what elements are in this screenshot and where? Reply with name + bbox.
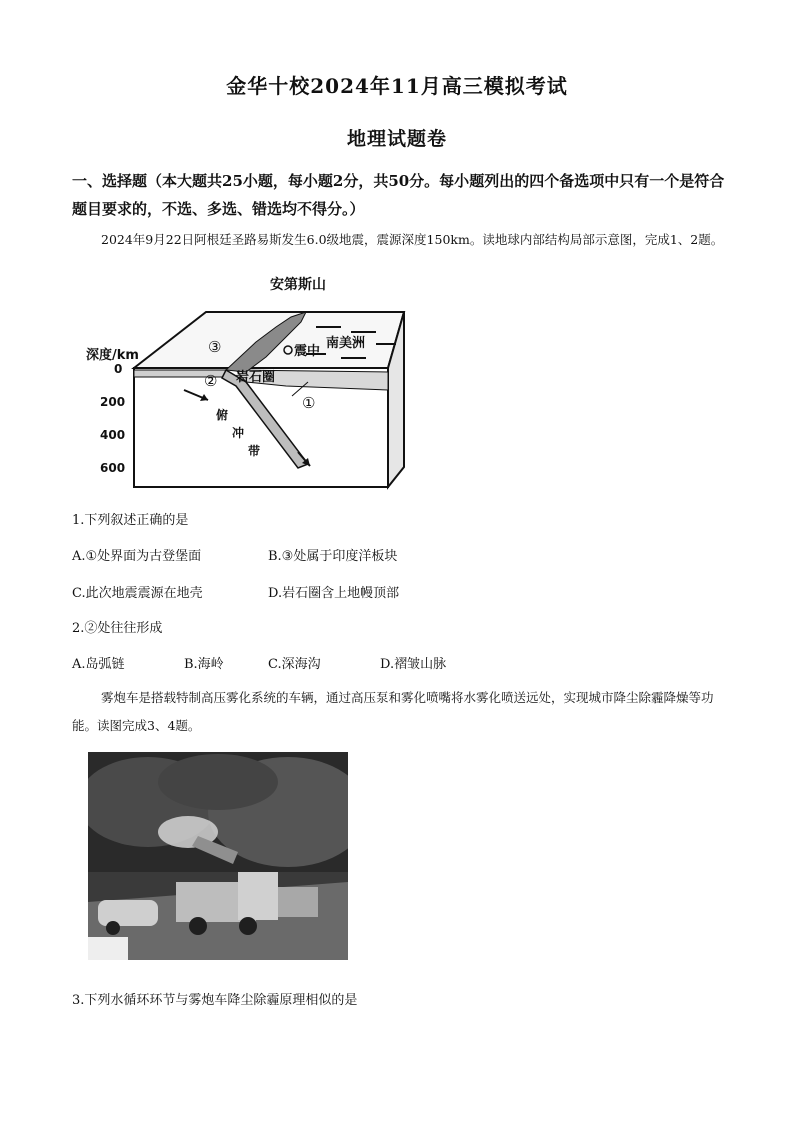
marker-1: ①: [302, 394, 316, 412]
question-1-stem: 1.下列叙述正确的是: [72, 513, 189, 528]
earth-structure-diagram: [86, 277, 408, 490]
marker-3: ③: [208, 338, 222, 356]
label-depth: 深度/km: [86, 348, 139, 363]
question-2-option-a[interactable]: A.岛弧链: [72, 657, 125, 672]
label-subduction-3: 带: [248, 444, 261, 458]
question-1-option-b[interactable]: B.③处属于印度洋板块: [268, 549, 398, 564]
label-epicenter: 震中: [294, 344, 321, 359]
label-continent: 南美洲: [326, 336, 366, 351]
depth-tick-400: 400: [100, 428, 126, 442]
question-1-option-a[interactable]: A.①处界面为古登堡面: [72, 549, 202, 564]
label-subduction-1: 俯: [216, 408, 229, 422]
question-2-option-b[interactable]: B.海岭: [184, 657, 224, 672]
question-1-option-d[interactable]: D.岩石圈含上地幔顶部: [268, 586, 400, 601]
fog-cannon-truck-svg: [88, 752, 348, 960]
depth-tick-200: 200: [100, 395, 126, 409]
label-subduction-2: 冲: [232, 426, 245, 440]
fog-cannon-truck-photo: [88, 752, 348, 960]
label-lithosphere: 岩石圈: [236, 370, 276, 385]
question-2-option-c[interactable]: C.深海沟: [268, 657, 321, 672]
passage-2: 雾炮车是搭载特制高压雾化系统的车辆，通过高压泵和雾化喷嘴将水雾化喷送远处，实现城市降尘除霾降燥等功能。读图完成3、4题。: [72, 690, 714, 733]
page-title: 金华十校2024年11月高三模拟考试: [226, 74, 568, 98]
question-1-option-c[interactable]: C.此次地震震源在地壳: [72, 586, 203, 601]
question-2-option-d[interactable]: D.褶皱山脉: [380, 657, 447, 672]
marker-2: ②: [204, 372, 218, 390]
earth-structure-svg: [86, 282, 408, 490]
passage-1: 2024年9月22日阿根廷圣路易斯发生6.0级地震，震源深度150km。读地球内部结构局部示意图，完成1、2题。: [101, 232, 724, 247]
oceanic-lithosphere: [134, 370, 236, 377]
label-mountain: 安第斯山: [270, 277, 326, 293]
depth-tick-600: 600: [100, 461, 126, 475]
depth-tick-0: 0: [114, 362, 123, 376]
page-subtitle: 地理试题卷: [346, 128, 447, 150]
question-3-stem: 3.下列水循环环节与雾炮车降尘除霾原理相似的是: [72, 993, 358, 1008]
section-heading: 一、选择题（本大题共25小题，每小题2分，共50分。每小题列出的四个备选项中只有一个是符合题目要求的，不选、多选、错选均不得分。）: [72, 172, 725, 218]
question-2-stem: 2.②处往往形成: [72, 621, 163, 636]
